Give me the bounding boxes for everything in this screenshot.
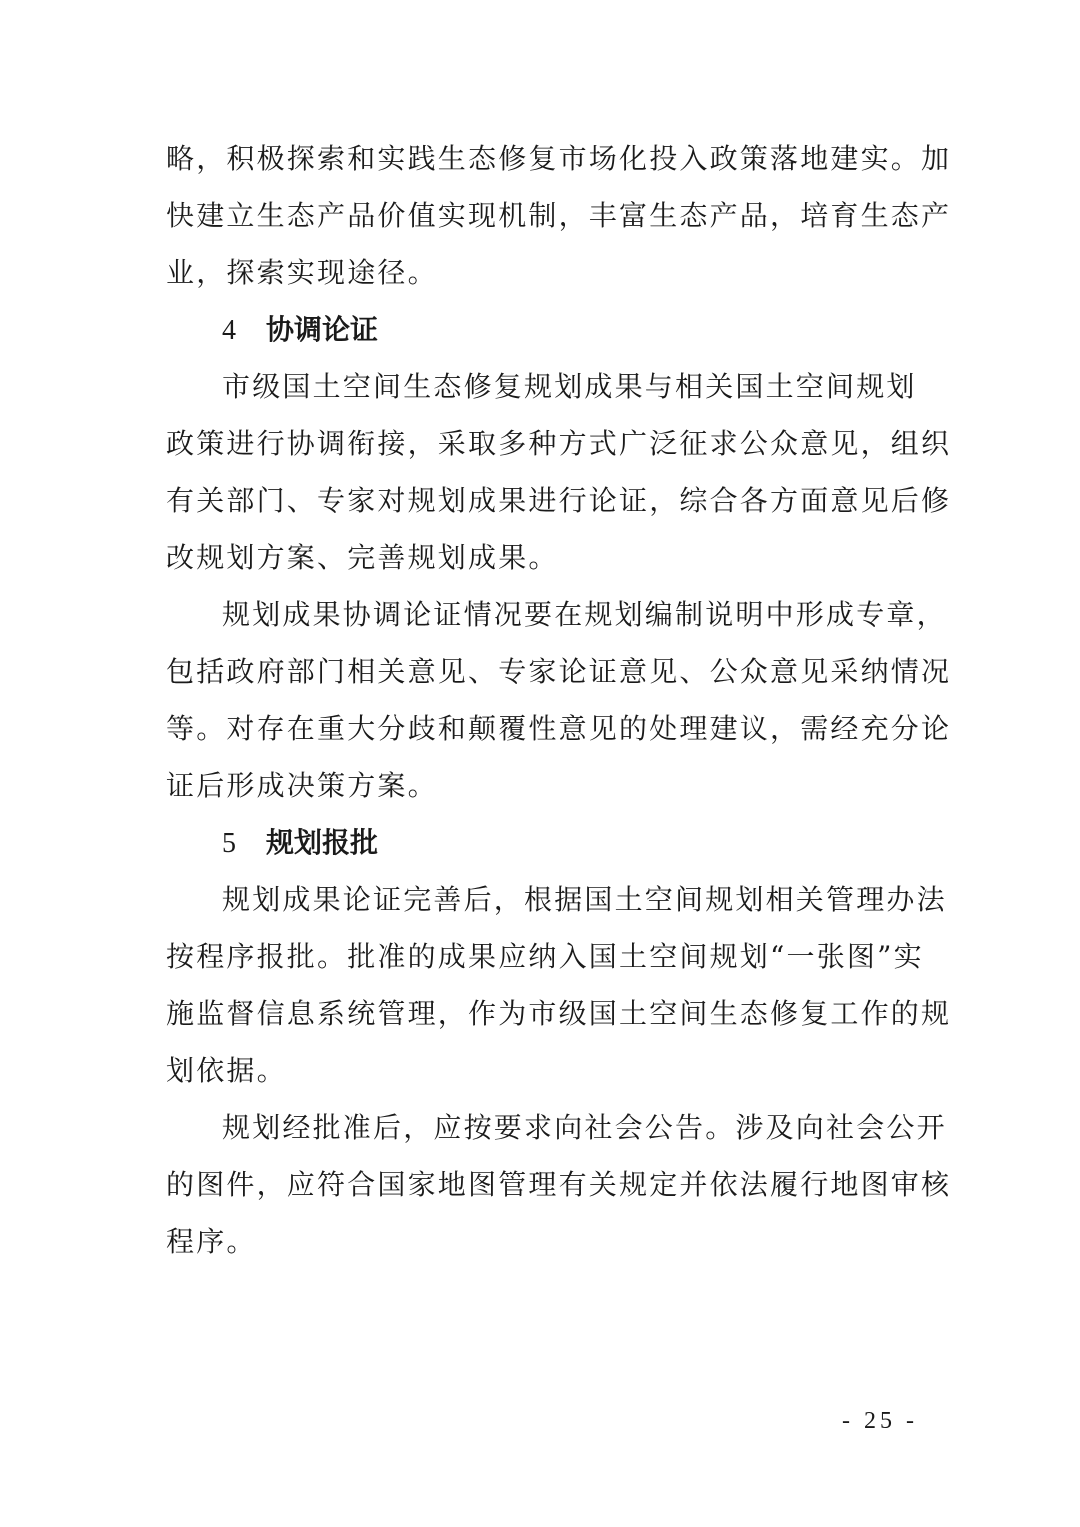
intro-line-1: 略，积极探索和实践生态修复市场化投入政策落地建实。加 (166, 142, 952, 175)
section-5-number: 5 (222, 828, 236, 859)
s5-p2-line-1: 规划经批准后，应按要求向社会公告。涉及向社会公开 (222, 1111, 947, 1144)
section-5-title: 规划报批 (266, 826, 379, 859)
section-4-heading (222, 310, 378, 350)
s4-p2-line-3: 等。对存在重大分歧和颠覆性意见的处理建议，需经充分论 (166, 712, 952, 745)
s5-p2-line-3: 程序。 (166, 1225, 257, 1258)
s4-p1-line-1: 市级国土空间生态修复规划成果与相关国土空间规划 (222, 370, 917, 403)
s4-p2-line-1: 规划成果协调论证情况要在规划编制说明中形成专章， (222, 598, 947, 631)
s5-p1-line-1: 规划成果论证完善后，根据国土空间规划相关管理办法 (222, 883, 947, 916)
s4-p1-line-4: 改规划方案、完善规划成果。 (166, 541, 559, 574)
s5-p1-line-3: 施监督信息系统管理，作为市级国土空间生态修复工作的规 (166, 997, 952, 1030)
s5-p1-line-4: 划依据。 (166, 1054, 287, 1087)
s5-p2-line-2: 的图件，应符合国家地图管理有关规定并依法履行地图审核 (166, 1168, 952, 1201)
intro-line-2: 快建立生态产品价值实现机制，丰富生态产品，培育生态产 (166, 199, 952, 232)
page-number: - 25 - (842, 1408, 918, 1434)
section-4-number: 4 (222, 315, 236, 346)
s4-p1-line-2: 政策进行协调衔接，采取多种方式广泛征求公众意见，组织 (166, 427, 952, 460)
section-5-heading (222, 823, 378, 863)
section-4-title: 协调论证 (266, 313, 379, 346)
s4-p2-line-2: 包括政府部门相关意见、专家论证意见、公众意见采纳情况 (166, 655, 952, 688)
s5-p1-line-2: 按程序报批。批准的成果应纳入国土空间规划“一张图”实 (166, 940, 924, 973)
s4-p2-line-4: 证后形成决策方案。 (166, 769, 438, 802)
s4-p1-line-3: 有关部门、专家对规划成果进行论证，综合各方面意见后修 (166, 484, 952, 517)
intro-line-3: 业，探索实现途径。 (166, 256, 438, 289)
